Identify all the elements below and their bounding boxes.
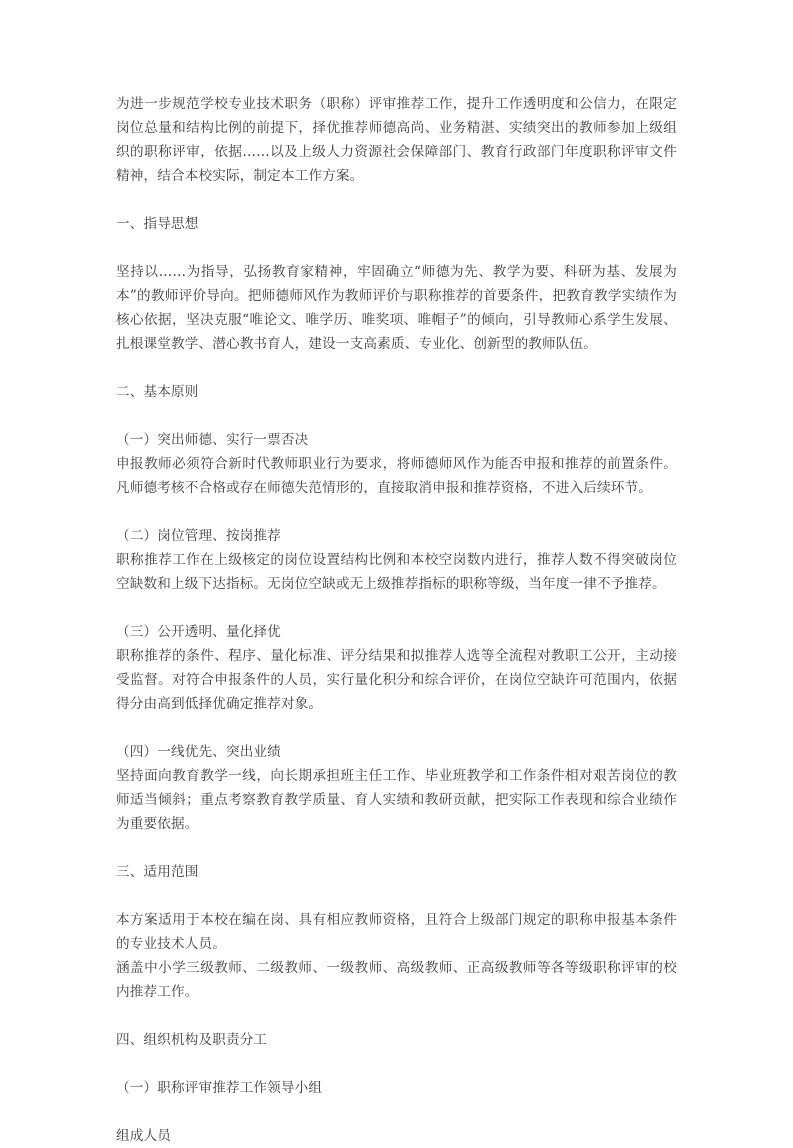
section-subheading: （四）一线优先、突出业绩 bbox=[116, 744, 281, 760]
body-paragraph: 为进一步规范学校专业技术职务（职称）评审推荐工作，提升工作透明度和公信力，在限定岗位总量和结构比例的前提下，择优推荐师德高尚、业务精湛、实绩突出的教师参加上级组织的职称评审，依据……以及上级人力资源社会保障部门、教育行政部门年度职称评审文件精神，结合本校实际，制定本工作方案。 bbox=[116, 96, 677, 184]
body-paragraph: 涵盖中小学三级教师、二级教师、一级教师、高级教师、正高级教师等各等级职称评审的校内推荐工作。 bbox=[116, 960, 677, 1000]
body-paragraph: 申报教师必须符合新时代教师职业行为要求，将师德师风作为能否申报和推荐的前置条件。凡师德考核不合格或存在师德失范情形的，直接取消申报和推荐资格，不进入后续环节。 bbox=[116, 456, 677, 496]
body-paragraph: 坚持以……为指导，弘扬教育家精神，牢固确立“师德为先、教学为要、科研为基、发展为本”的教师评价导向。把师德师风作为教师评价与职称推荐的首要条件，把教育教学实绩作为核心依据，坚决克服“唯论文、唯学历、唯奖项、唯帽子”的倾向，引导教师心系学生发展、扎根课堂教学、潜心教书育人，建设一支高素质、专业化、创新型的教师队伍。 bbox=[116, 264, 677, 352]
section-heading: 四、组织机构及职责分工 bbox=[116, 1032, 268, 1048]
section-heading: 三、适用范围 bbox=[116, 864, 199, 880]
section-subheading: （二）岗位管理、按岗推荐 bbox=[116, 528, 281, 544]
document-body bbox=[116, 92, 677, 1148]
paragraph-gap bbox=[116, 836, 677, 860]
paragraph-gap bbox=[116, 236, 677, 260]
paragraph-gap bbox=[116, 188, 677, 212]
body-paragraph: 职称推荐工作在上级核定的岗位设置结构比例和本校空岗数内进行，推荐人数不得突破岗位空缺数和上级下达指标。无岗位空缺或无上级推荐指标的职称等级，当年度一律不予推荐。 bbox=[116, 552, 677, 592]
body-paragraph: 职称推荐的条件、程序、量化标准、评分结果和拟推荐人选等全流程对教职工公开，主动接受监督。对符合申报条件的人员，实行量化积分和综合评价，在岗位空缺许可范围内，依据得分由高到低择优确定推荐对象。 bbox=[116, 648, 677, 712]
section-heading: 一、指导思想 bbox=[116, 216, 199, 232]
paragraph-gap bbox=[116, 884, 677, 908]
section-heading: 二、基本原则 bbox=[116, 384, 199, 400]
paragraph-gap bbox=[116, 1004, 677, 1028]
body-paragraph: 本方案适用于本校在编在岗、具有相应教师资格，且符合上级部门规定的职称申报基本条件的专业技术人员。 bbox=[116, 912, 677, 952]
paragraph-gap bbox=[116, 1100, 677, 1124]
paragraph-gap bbox=[116, 716, 677, 740]
section-subheading: （三）公开透明、量化择优 bbox=[116, 624, 281, 640]
paragraph-gap bbox=[116, 1052, 677, 1076]
paragraph-gap bbox=[116, 404, 677, 428]
body-paragraph: 坚持面向教育教学一线，向长期承担班主任工作、毕业班教学和工作条件相对艰苦岗位的教师适当倾斜；重点考察教育教学质量、育人实绩和教研贡献，把实际工作表现和综合业绩作为重要依据。 bbox=[116, 768, 677, 832]
paragraph-gap bbox=[116, 596, 677, 620]
paragraph-gap bbox=[116, 356, 677, 380]
section-subheading: （一）职称评审推荐工作领导小组 bbox=[116, 1080, 323, 1096]
section-subheading: （一）突出师德、实行一票否决 bbox=[116, 432, 309, 448]
body-paragraph: 组成人员 bbox=[116, 1128, 171, 1144]
paragraph-gap bbox=[116, 500, 677, 524]
